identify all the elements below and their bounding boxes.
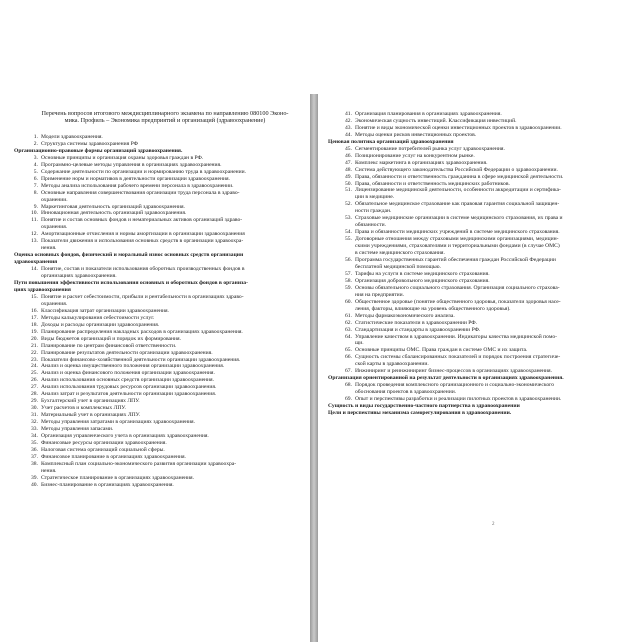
list-item <box>14 350 306 357</box>
list-item <box>14 204 306 211</box>
item-number: 33. <box>31 426 38 433</box>
list-item <box>328 174 632 181</box>
item-text: Анализ и оценка имущественного положения организации здравоохранения. <box>41 363 225 370</box>
list-item-continuation: ции в медицине. <box>355 194 395 201</box>
item-number: 65. <box>345 347 352 354</box>
title-line: Перечень вопросов итогового междисциплинарного экзамена по направлению 080100 Эконо- <box>41 110 289 117</box>
list-item <box>14 398 306 405</box>
list-item <box>328 368 632 375</box>
list-item <box>14 322 306 329</box>
section-heading: Организация ориентированной на результат деятельности в организациях здравоохранения. <box>328 375 564 382</box>
item-number: 39. <box>31 474 38 481</box>
item-number: 50. <box>345 180 352 187</box>
item-text: Методы оценки рисков инвестиционных проектов. <box>355 131 477 138</box>
list-item <box>14 377 306 384</box>
list-item <box>14 155 306 162</box>
list-item <box>328 313 632 320</box>
list-item <box>328 236 632 243</box>
section-heading: Цели и перспективы механизма саморегулирования в здравоохранении. <box>328 409 512 416</box>
item-text: Методы фармакоэкономического анализа. <box>355 312 455 319</box>
document-title <box>22 110 308 125</box>
item-text: Методы анализа использования рабочего времени персонала в здравоохранении. <box>41 182 234 189</box>
list-item <box>14 363 306 370</box>
item-text: Основы обязательного социального страхования. Организация социального страхова- <box>355 284 560 291</box>
list-item <box>328 125 632 132</box>
item-text: Классификация затрат организации здравоохранения. <box>41 307 169 314</box>
list-item <box>14 370 306 377</box>
item-text: Показатели финансово-хозяйственной деятельности организации здравоохранения. <box>41 356 241 363</box>
list-item-continuation: охранения. <box>41 224 68 231</box>
item-number: 9. <box>33 203 38 210</box>
item-number: 27. <box>31 384 38 391</box>
item-number: 46. <box>345 152 352 159</box>
item-number: 21. <box>31 342 38 349</box>
item-text: Показатели движения и использования основных средств в организации здравоохра- <box>41 238 244 245</box>
item-text: Организация добровольного медицинского страхования. <box>355 277 490 284</box>
list-item <box>328 257 632 264</box>
list-item <box>14 384 306 391</box>
item-text: Программа государственных гарантий обеспечения граждан Российской Федерации <box>355 257 556 264</box>
item-text: Учет расчетов и комплексных ЛПУ. <box>41 405 126 412</box>
list-item <box>14 447 306 454</box>
section-heading: Оценка основных фондов, физический и моральный износ основных средств организации <box>14 252 244 259</box>
list-item-continuation: охранения. <box>41 300 68 307</box>
section-heading: здравоохранения <box>14 259 58 266</box>
list-item <box>14 217 306 224</box>
item-text: Понятие и виды экономической оценки инвестиционных проектов в здравоохранении. <box>355 124 562 131</box>
item-text: Сегментирование потребителей рынка услуг здравоохранения. <box>355 145 505 152</box>
item-number: 49. <box>345 173 352 180</box>
list-item <box>328 299 632 306</box>
page-number: 2 <box>492 522 495 527</box>
item-number: 22. <box>31 349 38 356</box>
item-text: Планирование распределения накладных расходов в организациях здравоохранения. <box>41 328 243 335</box>
item-text: Планирование по центрам финансовой ответственности. <box>41 342 177 349</box>
list-item <box>14 336 306 343</box>
item-number: 7. <box>33 182 38 189</box>
list-item <box>328 334 632 341</box>
list-item <box>14 419 306 426</box>
item-number: 38. <box>31 460 38 467</box>
item-number: 59. <box>345 284 352 291</box>
item-number: 42. <box>345 117 352 124</box>
item-text: Общественное здоровье (понятие общественного здоровья, показатели здоровья насе- <box>355 298 561 305</box>
item-text: Сущность системы сбалансированных показателей и порядок построения стратегиче- <box>355 354 561 361</box>
item-text: Основные направления совершенствования организации труда персонала в здраво- <box>41 189 240 196</box>
section-heading: Пути повышения эффективности использования основных и оборотных фондов в организа- <box>14 280 248 287</box>
item-number: 45. <box>345 145 352 152</box>
item-number: 19. <box>31 328 38 335</box>
item-text: Договорные отношения между страховыми медицинскими организациями, медицин- <box>355 236 559 243</box>
item-number: 64. <box>345 333 352 340</box>
item-text: Стандартизация и стандарты в здравоохранении РФ. <box>355 326 481 333</box>
page-divider <box>310 94 318 642</box>
item-number: 29. <box>31 398 38 405</box>
list-item <box>14 176 306 183</box>
item-text: Основные принципы ОМС. Права граждан в системе ОМС и их защита. <box>355 347 528 354</box>
section-heading: Организационно-правовые формы организаций здравоохранения. <box>14 147 183 154</box>
list-item-continuation: обязанности. <box>355 222 387 229</box>
item-text: Инновационная деятельность организаций здравоохранения. <box>41 210 187 217</box>
item-number: 28. <box>31 391 38 398</box>
list-item <box>328 167 632 174</box>
item-number: 17. <box>31 314 38 321</box>
item-number: 31. <box>31 412 38 419</box>
item-number: 52. <box>345 201 352 208</box>
item-number: 58. <box>345 277 352 284</box>
item-number: 3. <box>33 154 38 161</box>
list-item-continuation: ния на предприятии. <box>355 291 405 298</box>
item-text: Планирование результатов деятельности организации здравоохранения. <box>41 349 213 356</box>
item-number: 30. <box>31 405 38 412</box>
item-text: Доходы и расходы организации здравоохранения. <box>41 321 160 328</box>
item-number: 1. <box>33 134 38 140</box>
item-text: Комплексный план социально-экономического развития организации здравоохра- <box>41 460 237 467</box>
item-text: Бухгалтерский учет в организациях ЛПУ. <box>41 398 140 405</box>
item-text: Методы калькулирования себестоимости услуг. <box>41 314 155 321</box>
item-number: 61. <box>345 312 352 319</box>
item-text: Виды бюджетов организаций и порядок их формирования. <box>41 335 181 342</box>
list-item-continuation: ления, факторы, влияющие на уровень общественного здоровья). <box>355 305 511 312</box>
item-text: Маркетинговая деятельность организаций здравоохранения. <box>41 203 185 210</box>
item-number: 26. <box>31 377 38 384</box>
item-text: Права, обязанности и ответственность медицинских работников. <box>355 180 510 187</box>
item-number: 40. <box>31 481 38 488</box>
title-line: мика. Профиль – Экономика предприятий и организаций (здравоохранение) <box>64 117 266 125</box>
list-item-continuation: обоснования проектов в здравоохранении. <box>355 389 457 396</box>
item-number: 43. <box>345 124 352 131</box>
item-number: 48. <box>345 166 352 173</box>
list-item-continuation: в системе медицинского страхования. <box>355 250 445 257</box>
item-number: 2. <box>33 140 38 147</box>
item-text: Права, обязанности и ответственность гражданина в сфере медицинской деятельности. <box>355 173 564 180</box>
list-item <box>14 426 306 433</box>
list-item <box>14 294 306 301</box>
item-number: 34. <box>31 432 38 439</box>
list-item <box>14 482 306 489</box>
item-number: 35. <box>31 439 38 446</box>
list-item <box>14 461 306 468</box>
item-text: Страховые медицинские организации в системе медицинского страхования, их права и <box>355 215 563 222</box>
item-number: 62. <box>345 319 352 326</box>
list-item <box>14 357 306 364</box>
item-text: Материальный учет в организациях ЛПУ. <box>41 412 141 419</box>
list-item <box>328 118 632 125</box>
item-number: 24. <box>31 363 38 370</box>
item-text: Понятие и состав основных фондов и нематериальных активов организаций здраво- <box>41 217 243 224</box>
list-item <box>328 160 632 167</box>
list-item <box>14 238 306 245</box>
item-number: 32. <box>31 419 38 426</box>
list-item <box>328 215 632 222</box>
item-number: 69. <box>345 396 352 403</box>
list-item <box>14 475 306 482</box>
item-number: 5. <box>33 168 38 175</box>
list-item-continuation: организациях здравоохранения. <box>41 273 117 280</box>
list-item <box>328 153 632 160</box>
item-number: 8. <box>33 189 38 196</box>
item-text: Структура системы здравоохранения РФ <box>41 140 138 147</box>
list-item-continuation: скими учреждениями, страхователями и территориальными фондами (в случае ОМС) <box>355 243 560 250</box>
item-number: 63. <box>345 326 352 333</box>
item-number: 66. <box>345 354 352 361</box>
list-item <box>328 111 632 118</box>
item-number: 12. <box>31 231 38 238</box>
list-item <box>14 183 306 190</box>
item-text: Комплекс маркетинга в организациях здравоохранения. <box>355 159 488 166</box>
item-text: Налоговая система организаций социальной сферы. <box>41 446 165 453</box>
list-item <box>14 412 306 419</box>
item-text: Бизнес-планирование в организациях здравоохранения. <box>41 481 174 488</box>
list-item <box>328 354 632 361</box>
item-number: 4. <box>33 161 38 168</box>
item-number: 23. <box>31 356 38 363</box>
item-text: Лицензирование медицинской деятельности, особенности аккредитации и сертифика- <box>355 187 561 194</box>
list-item <box>14 440 306 447</box>
item-number: 20. <box>31 335 38 342</box>
item-text: Финансовые ресурсы организации здравоохранения. <box>41 439 167 446</box>
list-item <box>328 229 632 236</box>
item-text: Амортизационные отчисления и нормы амортизации в организации здравоохранения <box>41 231 245 238</box>
item-text: Применение норм и нормативов в деятельности организации здравоохранения. <box>41 175 230 182</box>
item-text: Организация планирования в организациях здравоохранения. <box>355 111 502 117</box>
item-text: Методы управления запасами. <box>41 426 114 433</box>
item-number: 54. <box>345 229 352 236</box>
list-item <box>14 405 306 412</box>
section-heading: Сущность и виды государственно-частного партнерства в здравоохранении <box>328 403 520 410</box>
item-number: 60. <box>345 298 352 305</box>
item-number: 11. <box>31 217 38 224</box>
item-number: 14. <box>31 266 38 273</box>
left-page <box>4 0 308 640</box>
list-item-continuation: ской карты в здравоохранении. <box>355 361 429 368</box>
list-item <box>14 433 306 440</box>
item-number: 41. <box>345 111 352 117</box>
list-item <box>328 181 632 188</box>
item-number: 57. <box>345 270 352 277</box>
list-item <box>14 391 306 398</box>
list-item <box>328 347 632 354</box>
list-item <box>14 343 306 350</box>
item-number: 36. <box>31 446 38 453</box>
right-question-list <box>328 111 632 417</box>
list-item-continuation: охранении. <box>41 196 68 203</box>
list-item <box>14 329 306 336</box>
list-item-continuation: нения. <box>41 467 57 474</box>
list-item-continuation: нения. <box>41 245 57 252</box>
item-text: Анализ и оценка финансового положения организации здравоохранения. <box>41 370 215 377</box>
list-item <box>14 134 306 141</box>
item-text: Методы управления затратами в организациях здравоохранения. <box>41 419 196 426</box>
list-item <box>328 146 632 153</box>
item-text: Опыт и перспективы разработки и реализации пилотных проектов в здравоохранении. <box>355 396 562 403</box>
list-item <box>14 162 306 169</box>
list-item <box>328 320 632 327</box>
list-item <box>328 271 632 278</box>
list-item-continuation: бесплатной медицинской помощью. <box>355 263 441 270</box>
item-number: 51. <box>345 187 352 194</box>
item-text: Управление качеством в здравоохранении. Индикаторы качества медицинской помо- <box>355 333 558 340</box>
item-text: Статистические показатели в здравоохранении РФ. <box>355 319 478 326</box>
list-item <box>328 278 632 285</box>
item-number: 18. <box>31 321 38 328</box>
item-number: 53. <box>345 215 352 222</box>
item-number: 13. <box>31 238 38 245</box>
section-heading: циях здравоохранения <box>14 286 71 293</box>
item-text: Порядок проведения комплексного организационного и социально-экономического <box>355 382 555 389</box>
item-number: 6. <box>33 175 38 182</box>
list-item <box>14 231 306 238</box>
item-number: 37. <box>31 453 38 460</box>
item-number: 10. <box>31 210 38 217</box>
item-text: Анализ затрат и результатов деятельности организации здравоохранения. <box>41 391 217 398</box>
item-text: Программно-целевые методы управления в организациях здравоохранения. <box>41 161 222 168</box>
list-item <box>328 285 632 292</box>
item-number: 16. <box>31 307 38 314</box>
list-item <box>14 210 306 217</box>
list-item <box>14 190 306 197</box>
item-text: Позиционирование услуг на конкурентном рынке. <box>355 152 475 159</box>
item-text: Права и обязанности медицинских учреждений в системе медицинского страхования. <box>355 229 560 236</box>
item-number: 15. <box>31 293 38 300</box>
list-item <box>328 327 632 334</box>
item-text: Стратегическое планирование в организациях здравоохранения. <box>41 474 195 481</box>
item-text: Обязательное медицинское страхование как правовая гарантия социальной защищен- <box>355 201 560 208</box>
item-text: Система действующего законодательства Российской Федерации о здравоохранении. <box>355 166 558 173</box>
list-item <box>14 266 306 273</box>
item-text: Финансовое планирование в организациях здравоохранения. <box>41 453 186 460</box>
item-number: 25. <box>31 370 38 377</box>
item-text: Содержание деятельности по организации и нормированию труда в здравоохранении. <box>41 168 247 175</box>
list-item <box>328 187 632 194</box>
list-item <box>328 132 632 139</box>
item-number: 47. <box>345 159 352 166</box>
item-number: 67. <box>345 368 352 375</box>
list-item <box>14 454 306 461</box>
list-item <box>328 396 632 403</box>
list-item <box>14 169 306 176</box>
item-text: Анализ использования основных средств организации здравоохранения. <box>41 377 215 384</box>
item-text: Понятие и расчет себестоимости, прибыли и рентабельности в организациях здраво- <box>41 293 244 300</box>
item-text: Понятие, состав и показатели использования оборотных производственных фондов в <box>41 266 245 273</box>
section-heading: Ценовая политика организаций здравоохранения <box>328 138 454 145</box>
list-item <box>14 315 306 322</box>
item-text: Организация управленческого учета в организациях здравоохранения. <box>41 432 209 439</box>
item-number: 56. <box>345 257 352 264</box>
item-text: Инжиниринг и реинжиниринг бизнес-процессов в организациях здравоохранения. <box>355 368 552 375</box>
item-number: 68. <box>345 382 352 389</box>
list-item <box>328 382 632 389</box>
left-question-list <box>14 134 306 489</box>
item-number: 55. <box>345 236 352 243</box>
list-item-continuation: ности граждан. <box>355 208 392 215</box>
item-text: Тарифы на услуги в системе медицинского страхования. <box>355 270 490 277</box>
list-item <box>14 308 306 315</box>
item-text: Модели здравоохранения. <box>41 134 103 140</box>
list-item-continuation: щи. <box>355 340 364 347</box>
list-item <box>328 201 632 208</box>
right-page <box>320 0 636 640</box>
item-text: Анализ использования трудовых ресурсов организации здравоохранения. <box>41 384 217 391</box>
item-text: Экономическая сущность инвестиций. Классификация инвестиций. <box>355 117 517 124</box>
item-text: Основные принципы и организация охраны здоровья граждан в РФ. <box>41 154 204 161</box>
item-number: 44. <box>345 131 352 138</box>
list-item <box>14 141 306 148</box>
